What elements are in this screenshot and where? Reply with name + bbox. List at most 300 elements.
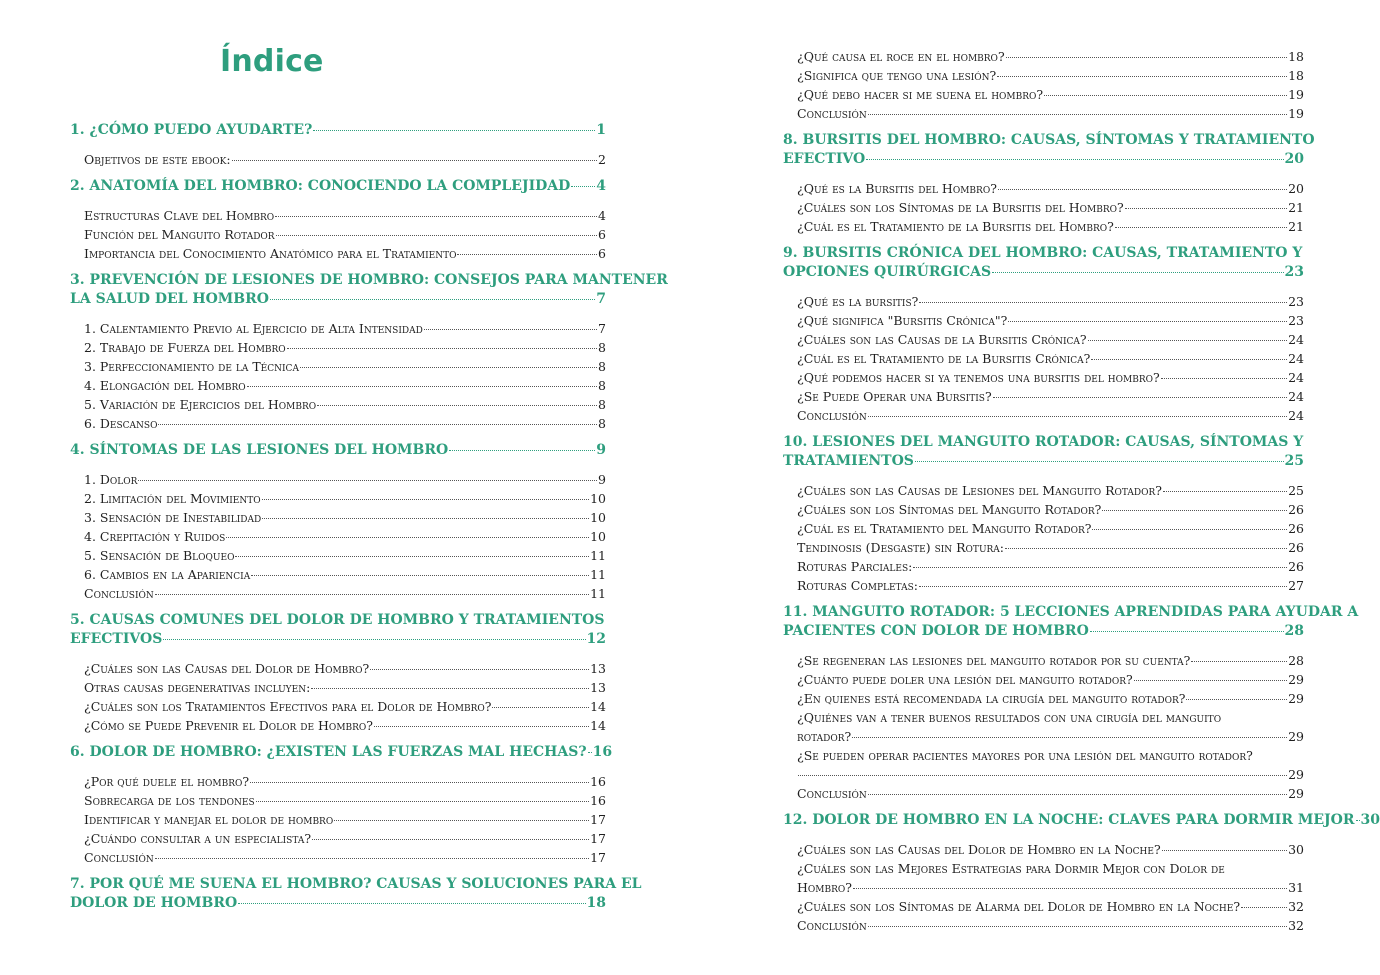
- toc-entry-label: ¿Cuáles son las Causas de Lesiones del Manguito Rotador?: [797, 483, 1162, 498]
- entry-list: [84, 150, 606, 169]
- toc-entry[interactable]: [84, 150, 606, 169]
- dot-leader: [1125, 208, 1287, 209]
- chapter-page: 7: [596, 291, 606, 307]
- toc-entry-label: ¿Significa que tengo una lesión?: [797, 68, 997, 83]
- toc-entry-page: 29: [1288, 786, 1304, 801]
- spacer: [783, 641, 1304, 651]
- toc-entry[interactable]: [797, 840, 1304, 859]
- toc-entry-label: ¿Se pueden operar pacientes mayores por una lesión del manguito rotador?: [797, 748, 1253, 763]
- spacer: [70, 140, 606, 150]
- toc-entry[interactable]: [797, 47, 1304, 66]
- toc-entry-page: 19: [1288, 87, 1304, 102]
- toc-entry-label: Objetivos de este ebook:: [84, 152, 231, 167]
- toc-entry[interactable]: [84, 470, 606, 489]
- toc-entry[interactable]: [84, 338, 606, 357]
- toc-entry-label: ¿Cuáles son los Tratamientos Efectivos para el Dolor de Hombro?: [84, 699, 492, 714]
- spacer: [783, 123, 1304, 131]
- toc-entry-cont-page: 31: [1288, 880, 1304, 895]
- spacer: [783, 425, 1304, 433]
- toc-entry[interactable]: [84, 414, 606, 433]
- chapter-title: EFECTIVOS: [70, 631, 163, 647]
- dot-leader: [276, 235, 597, 236]
- toc-entry-page: 28: [1288, 653, 1304, 668]
- dot-leader: [1134, 680, 1287, 681]
- chapter-line[interactable]: [70, 121, 606, 140]
- entry-list: [797, 47, 1304, 123]
- entry-list: [797, 840, 1304, 935]
- chapter-page: 23: [1284, 264, 1304, 280]
- toc-entry-page: 29: [1288, 672, 1304, 687]
- toc-entry[interactable]: [84, 244, 606, 263]
- chapter-page: 25: [1284, 453, 1304, 469]
- chapter-line[interactable]: [70, 611, 606, 630]
- dot-leader: [798, 775, 1287, 776]
- toc-entry-label: 4. Elongación del Hombro: [84, 378, 246, 393]
- toc-entry-page: 9: [598, 472, 606, 487]
- toc-entry-page: 24: [1288, 408, 1304, 423]
- chapter-heading: [783, 603, 1359, 641]
- dot-leader: [155, 594, 589, 595]
- entry-list: [797, 481, 1304, 595]
- toc-entry[interactable]: [797, 557, 1304, 576]
- chapter-title: 9. BURSITIS CRÓNICA DEL HOMBRO: CAUSAS, TRATAMIENTO Y: [783, 245, 1303, 261]
- dot-leader: [1356, 820, 1360, 821]
- chapter-heading: [70, 121, 606, 140]
- chapter-title: PACIENTES CON DOLOR DE HOMBRO: [783, 623, 1089, 639]
- chapter-title: 6. DOLOR DE HOMBRO: ¿EXISTEN LAS FUERZAS MAL HECHAS?: [70, 744, 587, 760]
- toc-entry-label: 6. Cambios en la Apariencia: [84, 567, 251, 582]
- toc-entry-label: Estructuras Clave del Hombro: [84, 208, 275, 223]
- toc-entry-page: 30: [1288, 842, 1304, 857]
- toc-entry-page: 6: [598, 246, 606, 261]
- toc-entry-page: 26: [1288, 521, 1304, 536]
- chapter-title: TRATAMIENTOS: [783, 453, 914, 469]
- chapter-heading: [70, 743, 613, 762]
- spacer: [70, 169, 606, 177]
- toc-entry-label: ¿Se Puede Operar una Bursitis?: [797, 389, 992, 404]
- chapter-title: 7. POR QUÉ ME SUENA EL HOMBRO? CAUSAS Y SOLUCIONES PARA EL: [70, 876, 642, 892]
- toc-entry[interactable]: [84, 584, 606, 603]
- toc-entry-cont-page: 29: [1288, 767, 1304, 782]
- dot-leader: [919, 302, 1287, 303]
- toc-entry-label: ¿Cuál es el Tratamiento del Manguito Rotador?: [797, 521, 1092, 536]
- entry-list: [84, 206, 606, 263]
- toc-entry[interactable]: [797, 85, 1304, 104]
- toc-entry[interactable]: [797, 708, 1304, 727]
- toc-entry[interactable]: [797, 916, 1304, 935]
- toc-entry-label: ¿Cuáles son las Causas del Dolor de Hombro en la Noche?: [797, 842, 1161, 857]
- dot-leader: [270, 299, 595, 300]
- dot-leader: [449, 450, 595, 451]
- dot-leader: [492, 707, 589, 708]
- chapter-line[interactable]: [783, 811, 1380, 830]
- toc-entry[interactable]: [797, 481, 1304, 500]
- dot-leader: [1091, 359, 1287, 360]
- toc-entry-page: 10: [590, 510, 606, 525]
- entry-list: [84, 470, 606, 603]
- spacer: [783, 282, 1304, 292]
- chapter-line[interactable]: [783, 263, 1304, 282]
- chapter-page: 9: [596, 442, 606, 458]
- toc-entry[interactable]: [797, 66, 1304, 85]
- spacer: [70, 196, 606, 206]
- chapter-heading: [783, 131, 1315, 169]
- toc-entry[interactable]: [84, 376, 606, 395]
- toc-entry-page: 7: [598, 321, 606, 336]
- toc-entry[interactable]: [84, 225, 606, 244]
- toc-entry-page: 17: [590, 831, 606, 846]
- chapter-line[interactable]: [70, 630, 606, 649]
- toc-entry-label: Sobrecarga de los tendones: [84, 793, 255, 808]
- toc-entry-page: 25: [1288, 483, 1304, 498]
- toc-entry[interactable]: [797, 198, 1304, 217]
- chapter-page: 16: [592, 744, 613, 760]
- toc-entry-page: 23: [1288, 294, 1304, 309]
- chapter-title: 12. DOLOR DE HOMBRO EN LA NOCHE: CLAVES PARA DORMIR MEJOR: [783, 812, 1355, 828]
- spacer: [70, 603, 606, 611]
- toc-entry-label: ¿Cuándo consultar a un especialista?: [84, 831, 312, 846]
- toc-entry-label: Función del Manguito Rotador: [84, 227, 275, 242]
- toc-entry[interactable]: [797, 689, 1304, 708]
- toc-entry-cont[interactable]: [797, 727, 1304, 746]
- dot-leader: [1163, 491, 1287, 492]
- toc-entry-label: ¿Qué es la Bursitis del Hombro?: [797, 181, 997, 196]
- toc-entry-page: 18: [1288, 49, 1304, 64]
- toc-entry[interactable]: [797, 538, 1304, 557]
- dot-leader: [993, 397, 1287, 398]
- toc-entry-cont[interactable]: [797, 765, 1304, 784]
- dot-leader: [232, 160, 598, 161]
- dot-leader: [247, 386, 597, 387]
- chapter-heading: [783, 811, 1380, 830]
- dot-leader: [998, 189, 1287, 190]
- toc-entry[interactable]: [797, 670, 1304, 689]
- spacer: [70, 735, 606, 743]
- toc-entry-label: Conclusión: [84, 586, 154, 601]
- toc-entry-page: 11: [590, 567, 606, 582]
- toc-entry-page: 16: [590, 793, 606, 808]
- toc-entry-label: ¿Cuáles son las Causas del Dolor de Hombro?: [84, 661, 370, 676]
- toc-entry[interactable]: [84, 659, 606, 678]
- toc-entry-page: 17: [590, 850, 606, 865]
- dot-leader: [1191, 661, 1287, 662]
- spacer: [783, 935, 1304, 943]
- toc-entry-page: 26: [1288, 502, 1304, 517]
- dot-leader: [992, 272, 1283, 273]
- toc-entry-label: ¿Quiénes van a tener buenos resultados con una cirugía del manguito: [797, 710, 1222, 725]
- toc-entry[interactable]: [84, 508, 606, 527]
- dot-leader: [1092, 529, 1287, 530]
- toc-entry-label: 3. Perfeccionamiento de la Técnica: [84, 359, 299, 374]
- toc-entry[interactable]: [84, 678, 606, 697]
- chapter-page: 18: [586, 895, 606, 911]
- spacer: [783, 169, 1304, 179]
- toc-entry-label: 1. Dolor: [84, 472, 138, 487]
- toc-entry[interactable]: [797, 859, 1304, 878]
- dot-leader: [1161, 378, 1287, 379]
- chapter-title: 3. PREVENCIÓN DE LESIONES DE HOMBRO: CONSEJOS PARA MANTENER: [70, 272, 668, 288]
- toc-entry-page: 11: [590, 548, 606, 563]
- toc-entry-label: ¿Cuáles son los Síntomas del Manguito Rotador?: [797, 502, 1102, 517]
- chapter-line[interactable]: [783, 452, 1304, 471]
- chapter-heading: [783, 244, 1304, 282]
- toc-entry[interactable]: [797, 576, 1304, 595]
- dot-leader: [1005, 548, 1287, 549]
- toc-entry[interactable]: [797, 519, 1304, 538]
- spacer: [70, 263, 606, 271]
- toc-entry-page: 8: [598, 359, 606, 374]
- chapter-title: EFECTIVO: [783, 151, 866, 167]
- toc-entry[interactable]: [797, 746, 1304, 765]
- chapter-line[interactable]: [783, 433, 1304, 452]
- dot-leader: [1102, 510, 1287, 511]
- toc-entry-label: Roturas Completas:: [797, 578, 918, 593]
- toc-entry-label: Importancia del Conocimiento Anatómico para el Tratamiento: [84, 246, 457, 261]
- toc-entry-page: 14: [590, 718, 606, 733]
- toc-entry-label: ¿Cómo se Puede Prevenir el Dolor de Hombro?: [84, 718, 373, 733]
- dot-leader: [262, 499, 589, 500]
- toc-entry-page: 24: [1288, 389, 1304, 404]
- dot-leader: [275, 216, 597, 217]
- toc-entry-page: 8: [598, 340, 606, 355]
- chapter-line[interactable]: [70, 441, 606, 460]
- spacer: [70, 649, 606, 659]
- dot-leader: [163, 639, 585, 640]
- toc-entry[interactable]: [797, 897, 1304, 916]
- toc-entry-page: 6: [598, 227, 606, 242]
- toc-entry[interactable]: [84, 772, 606, 791]
- toc-entry[interactable]: [84, 546, 606, 565]
- toc-entry-page: 19: [1288, 106, 1304, 121]
- chapter-page: 30: [1360, 812, 1380, 828]
- chapter-page: 20: [1284, 151, 1304, 167]
- toc-entry-label: ¿Cuánto puede doler una lesión del manguito rotador?: [797, 672, 1133, 687]
- dot-leader: [1186, 699, 1287, 700]
- dot-leader: [571, 186, 595, 187]
- toc-entry-label: Roturas Parciales:: [797, 559, 913, 574]
- toc-entry-label: 3. Sensación de Inestabilidad: [84, 510, 262, 525]
- dot-leader: [311, 688, 589, 689]
- toc-entry[interactable]: [84, 810, 606, 829]
- dot-leader: [1008, 321, 1287, 322]
- toc-entry-label: Conclusión: [84, 850, 154, 865]
- toc-entry[interactable]: [797, 651, 1304, 670]
- chapter-title: 11. MANGUITO ROTADOR: 5 LECCIONES APRENDIDAS PARA AYUDAR A: [783, 604, 1359, 620]
- dot-leader: [1115, 227, 1287, 228]
- toc-entry[interactable]: [797, 292, 1304, 311]
- dot-leader: [235, 556, 589, 557]
- dot-leader: [374, 726, 589, 727]
- toc-entry-label: ¿Qué debo hacer si me suena el hombro?: [797, 87, 1044, 102]
- chapter-heading: [70, 441, 606, 460]
- chapter-line[interactable]: [70, 271, 668, 290]
- toc-entry[interactable]: [84, 697, 606, 716]
- toc-entry-label: ¿Por qué duele el hombro?: [84, 774, 250, 789]
- entry-list: [84, 319, 606, 433]
- chapter-line[interactable]: [70, 177, 606, 196]
- dot-leader: [919, 586, 1287, 587]
- toc-entry-label: ¿Cuáles son las Causas de la Bursitis Crónica?: [797, 332, 1087, 347]
- toc-entry-label: ¿Qué podemos hacer si ya tenemos una bursitis del hombro?: [797, 370, 1160, 385]
- toc-entry-page: 32: [1288, 899, 1304, 914]
- toc-entry-label: Conclusión: [797, 786, 867, 801]
- toc-entry-page: 8: [598, 378, 606, 393]
- toc-entry[interactable]: [84, 791, 606, 810]
- toc-entry-page: 13: [590, 680, 606, 695]
- toc-entry[interactable]: [84, 357, 606, 376]
- dot-leader: [313, 130, 595, 131]
- dot-leader: [1006, 57, 1287, 58]
- dot-leader: [256, 801, 589, 802]
- toc-entry-page: 29: [1288, 691, 1304, 706]
- spacer: [783, 803, 1304, 811]
- chapter-line[interactable]: [783, 603, 1359, 622]
- toc-entry-page: 18: [1288, 68, 1304, 83]
- toc-entry[interactable]: [797, 217, 1304, 236]
- toc-entry-label: ¿Cuál es el Tratamiento de la Bursitis Crónica?: [797, 351, 1091, 366]
- toc-entry[interactable]: [797, 311, 1304, 330]
- toc-entry-label: ¿Qué causa el roce en el hombro?: [797, 49, 1005, 64]
- toc-entry[interactable]: [84, 829, 606, 848]
- chapter-title: 10. LESIONES DEL MANGUITO ROTADOR: CAUSAS, SÍNTOMAS Y: [783, 434, 1304, 450]
- chapter-line[interactable]: [783, 244, 1304, 263]
- toc-entry-page: 8: [598, 416, 606, 431]
- toc-entry-page: 24: [1288, 370, 1304, 385]
- dot-leader: [866, 159, 1283, 160]
- toc-entry[interactable]: [797, 104, 1304, 123]
- toc-entry-label: ¿Qué es la bursitis?: [797, 294, 919, 309]
- dot-leader: [588, 752, 592, 753]
- toc-entry[interactable]: [84, 565, 606, 584]
- toc-entry-label: 2. Trabajo de Fuerza del Hombro: [84, 340, 286, 355]
- toc-entry-page: 14: [590, 699, 606, 714]
- toc-entry-label: 5. Sensación de Bloqueo: [84, 548, 235, 563]
- toc-entry-page: 26: [1288, 559, 1304, 574]
- toc-entry[interactable]: [797, 179, 1304, 198]
- spacer: [783, 236, 1304, 244]
- toc-entry[interactable]: [797, 500, 1304, 519]
- dot-leader: [868, 926, 1287, 927]
- dot-leader: [457, 254, 597, 255]
- chapter-line[interactable]: [783, 150, 1304, 169]
- page-title: Índice: [220, 44, 324, 79]
- dot-leader: [300, 367, 597, 368]
- toc-entry-label: ¿En quienes está recomendada la cirugía del manguito rotador?: [797, 691, 1186, 706]
- dot-leader: [868, 794, 1287, 795]
- toc-entry-page: 11: [590, 586, 606, 601]
- dot-leader: [251, 575, 589, 576]
- chapter-page: 4: [596, 178, 606, 194]
- chapter-heading: [783, 433, 1304, 471]
- toc-entry-label: 6. Descanso: [84, 416, 158, 431]
- toc-entry-page: 24: [1288, 332, 1304, 347]
- toc-entry[interactable]: [797, 784, 1304, 803]
- toc-entry-label: ¿Cuál es el Tratamiento de la Bursitis del Hombro?: [797, 219, 1114, 234]
- dot-leader: [262, 518, 589, 519]
- spacer: [783, 830, 1304, 840]
- toc-entry[interactable]: [797, 387, 1304, 406]
- entry-list: [797, 179, 1304, 236]
- toc-entry-page: 20: [1288, 181, 1304, 196]
- toc-entry-page: 4: [598, 208, 606, 223]
- toc-entry-page: 8: [598, 397, 606, 412]
- toc-entry[interactable]: [84, 716, 606, 735]
- toc-entry-cont-label: Hombro?: [797, 880, 852, 895]
- chapter-title: LA SALUD DEL HOMBRO: [70, 291, 269, 307]
- toc-entry-label: Conclusión: [797, 106, 867, 121]
- toc-entry[interactable]: [84, 395, 606, 414]
- dot-leader: [868, 416, 1287, 417]
- spacer: [70, 309, 606, 319]
- entry-list: [84, 772, 606, 867]
- dot-leader: [868, 114, 1287, 115]
- dot-leader: [334, 820, 589, 821]
- toc-entry[interactable]: [84, 206, 606, 225]
- spacer: [70, 460, 606, 470]
- chapter-line[interactable]: [783, 622, 1304, 641]
- toc-entry-label: ¿Cuáles son los Síntomas de la Bursitis del Hombro?: [797, 200, 1124, 215]
- toc-entry-page: 21: [1288, 200, 1304, 215]
- chapter-line[interactable]: [70, 290, 606, 309]
- chapter-page: 28: [1284, 623, 1304, 639]
- dot-leader: [1162, 850, 1287, 851]
- toc-entry[interactable]: [797, 368, 1304, 387]
- dot-leader: [852, 737, 1287, 738]
- toc-entry-label: 4. Crepitación y Ruidos: [84, 529, 226, 544]
- toc-entry-label: ¿Cuáles son los Síntomas de Alarma del Dolor de Hombro en la Noche?: [797, 899, 1241, 914]
- dot-leader: [312, 839, 589, 840]
- toc-entry-cont[interactable]: [797, 878, 1304, 897]
- chapter-heading: [70, 875, 642, 913]
- toc-left: [70, 121, 668, 913]
- dot-leader: [424, 329, 597, 330]
- chapter-heading: [70, 611, 606, 649]
- dot-leader: [370, 669, 589, 670]
- dot-leader: [287, 348, 597, 349]
- chapter-line[interactable]: [70, 894, 606, 913]
- chapter-line[interactable]: [70, 743, 613, 762]
- toc-entry-page: 26: [1288, 540, 1304, 555]
- toc-entry[interactable]: [797, 330, 1304, 349]
- toc-entry-page: 10: [590, 529, 606, 544]
- toc-entry-page: 21: [1288, 219, 1304, 234]
- toc-entry[interactable]: [84, 527, 606, 546]
- toc-entry-page: 2: [598, 152, 606, 167]
- chapter-page: 1: [596, 122, 606, 138]
- toc-entry[interactable]: [84, 319, 606, 338]
- chapter-title: 5. CAUSAS COMUNES DEL DOLOR DE HOMBRO Y TRATAMIENTOS: [70, 612, 605, 628]
- entry-list: [797, 292, 1304, 425]
- dot-leader: [317, 405, 597, 406]
- toc-entry[interactable]: [84, 848, 606, 867]
- spacer: [70, 867, 606, 875]
- dot-leader: [138, 480, 597, 481]
- toc-entry-page: 32: [1288, 918, 1304, 933]
- spacer: [70, 762, 606, 772]
- toc-entry[interactable]: [797, 406, 1304, 425]
- chapter-line[interactable]: [783, 131, 1315, 150]
- chapter-title: OPCIONES QUIRÚRGICAS: [783, 264, 992, 280]
- toc-entry-label: Conclusión: [797, 408, 867, 423]
- spacer: [783, 595, 1304, 603]
- dot-leader: [1241, 907, 1287, 908]
- toc-entry[interactable]: [84, 489, 606, 508]
- toc-entry-label: 5. Variación de Ejercicios del Hombro: [84, 397, 317, 412]
- chapter-line[interactable]: [70, 875, 642, 894]
- chapter-title: 4. SÍNTOMAS DE LAS LESIONES DEL HOMBRO: [70, 442, 449, 458]
- toc-entry[interactable]: [797, 349, 1304, 368]
- toc-entry-label: Tendinosis (Desgaste) sin Rotura:: [797, 540, 1005, 555]
